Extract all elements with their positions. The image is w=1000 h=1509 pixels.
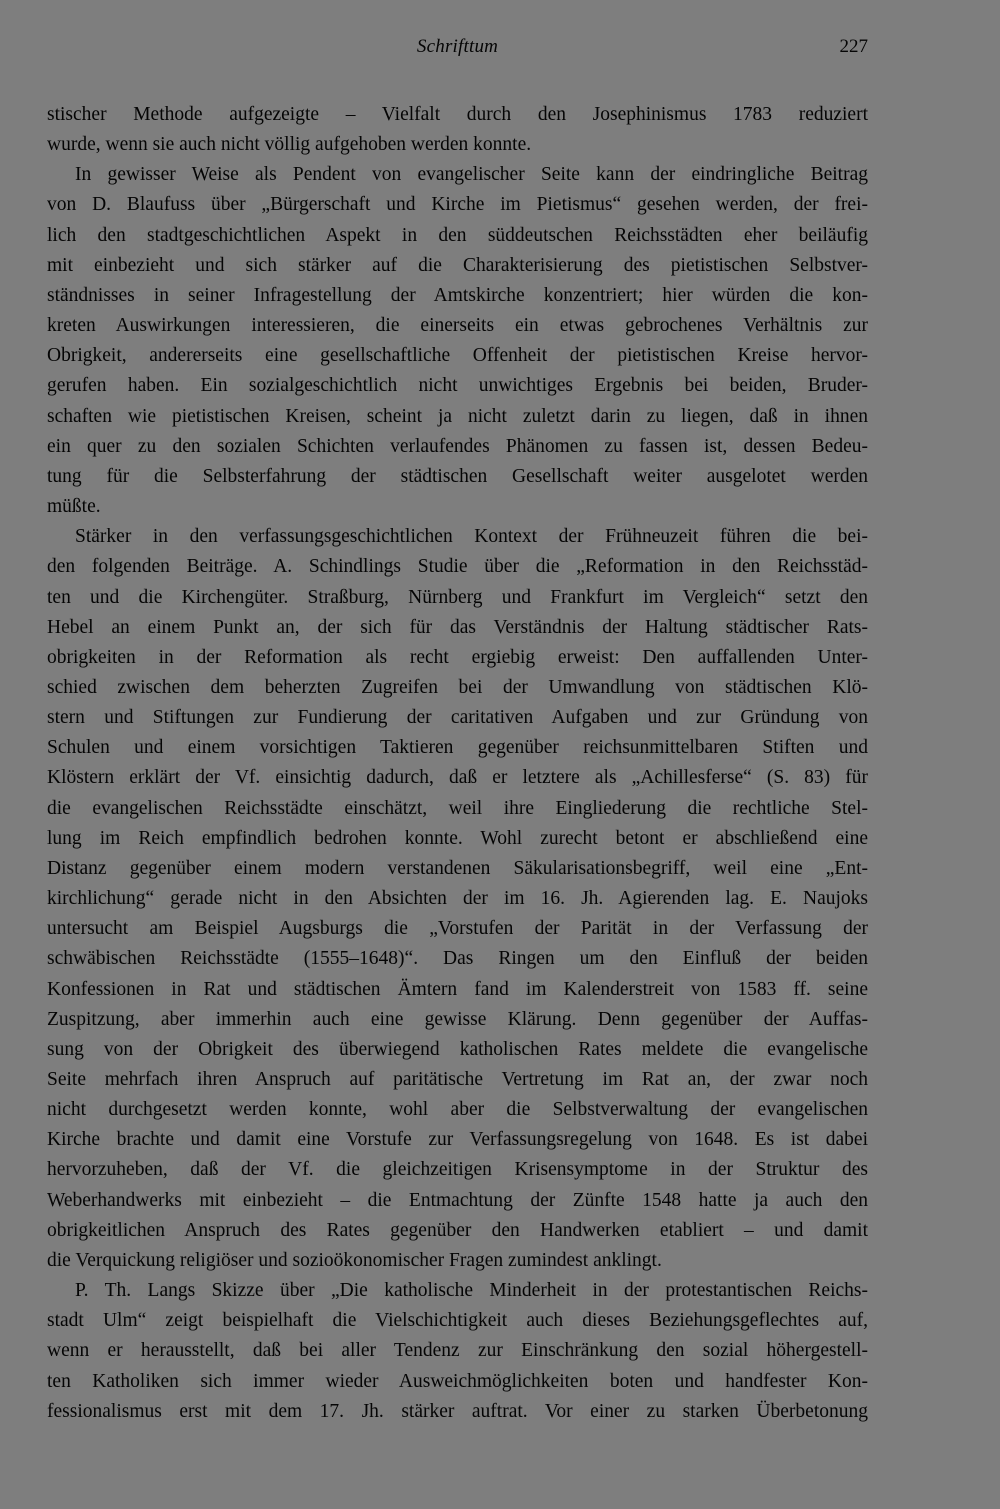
text-line: müßte. xyxy=(47,496,101,518)
text-line: die Verquickung religiöser und sozioökonomischer Fragen zumindest anklingt. xyxy=(47,1249,662,1271)
text-line: Weberhandwerks mit einbezieht – die Entmachtung der Zünfte 1548 hatte ja auch den xyxy=(47,1189,868,1211)
body-text xyxy=(47,100,868,1427)
text-line: ständnisses in seiner Infragestellung der Amtskirche konzentriert; hier würden die kon- xyxy=(47,284,868,306)
paragraph xyxy=(47,1276,868,1427)
text-line: obrigkeiten in der Reformation als recht ergiebig erweist: Den auffallenden Unter- xyxy=(47,646,868,668)
text-line: von D. Blaufuss über „Bürgerschaft und Kirche im Pietismus“ gesehen werden, der frei- xyxy=(47,194,868,216)
text-line: schied zwischen dem beherzten Zugreifen bei der Umwandlung von städtischen Klö- xyxy=(47,676,868,698)
text-line: wurde, wenn sie auch nicht völlig aufgehoben werden konnte. xyxy=(47,134,532,156)
text-line: kreten Auswirkungen interessieren, die einerseits ein etwas gebrochenes Verhältnis zur xyxy=(47,315,868,337)
text-line: ten und die Kirchengüter. Straßburg, Nürnberg und Frankfurt im Vergleich“ setzt den xyxy=(47,586,868,608)
page-number: 227 xyxy=(839,36,868,57)
text-line: Hebel an einem Punkt an, der sich für das Verständnis der Haltung städtischer Rats- xyxy=(47,616,868,638)
running-title: Schrifttum xyxy=(416,36,499,57)
text-line: den folgenden Beiträge. A. Schindlings Studie über die „Reformation in den Reichsstäd- xyxy=(47,556,868,578)
text-line: lung im Reich empfindlich bedrohen konnte. Wohl zurecht betont er abschließend eine xyxy=(47,827,868,849)
text-line: Konfessionen in Rat und städtischen Ämtern fand im Kalenderstreit von 1583 ff. seine xyxy=(47,978,868,1000)
running-head xyxy=(47,32,868,64)
paragraph xyxy=(47,160,868,522)
text-line: gerufen haben. Ein sozialgeschichtlich nicht unwichtiges Ergebnis bei beiden, Bruder- xyxy=(47,375,868,397)
text-line: stadt Ulm“ zeigt beispielhaft die Vielschichtigkeit auch dieses Beziehungsgeflechtes auf, xyxy=(47,1310,868,1332)
text-line: ten Katholiken sich immer wieder Ausweichmöglichkeiten boten und handfester Kon- xyxy=(47,1370,868,1392)
text-line: schaften wie pietistischen Kreisen, scheint ja nicht zuletzt darin zu liegen, daß in ihnen xyxy=(47,405,868,427)
text-line: Obrigkeit, andererseits eine gesellschaftliche Offenheit der pietistischen Kreise hervor- xyxy=(47,345,868,367)
text-line: hervorzuheben, daß der Vf. die gleichzeitigen Krisensymptome in der Struktur des xyxy=(47,1159,868,1181)
text-line: Klöstern erklärt der Vf. einsichtig dadurch, daß er letztere als „Achillesferse“ (S. 83) für xyxy=(47,767,868,789)
text-line: lich den stadtgeschichtlichen Aspekt in den süddeutschen Reichsstädten eher beiläufig xyxy=(47,224,868,246)
text-line: Distanz gegenüber einem modern verstandenen Säkularisationsbegriff, weil eine „Ent- xyxy=(47,857,868,879)
text-line: Schulen und einem vorsichtigen Taktieren gegenüber reichsunmittelbaren Stiften und xyxy=(47,737,868,759)
text-line: nicht durchgesetzt werden konnte, wohl aber die Selbstverwaltung der evangelischen xyxy=(47,1099,868,1121)
paragraph xyxy=(47,522,868,1276)
text-line: Seite mehrfach ihren Anspruch auf paritätische Vertretung im Rat an, der zwar noch xyxy=(47,1069,868,1090)
text-line: Kirche brachte und damit eine Vorstufe zur Verfassungsregelung von 1648. Es ist dabei xyxy=(47,1129,868,1151)
text-line: obrigkeitlichen Anspruch des Rates gegenüber den Handwerken etabliert – und damit xyxy=(47,1219,868,1241)
text-line: Zuspitzung, aber immerhin auch eine gewisse Klärung. Denn gegenüber der Auffas- xyxy=(47,1008,868,1030)
text-line: tung für die Selbsterfahrung der städtischen Gesellschaft weiter ausgelotet werden xyxy=(47,465,868,487)
text-line: Stärker in den verfassungsgeschichtlichen Kontext der Frühneuzeit führen die bei- xyxy=(75,526,868,548)
text-line: schwäbischen Reichsstädte (1555–1648)“. Das Ringen um den Einfluß der beiden xyxy=(47,948,868,970)
text-line: In gewisser Weise als Pendent von evangelischer Seite kann der eindringliche Beitrag xyxy=(75,164,868,186)
text-line: die evangelischen Reichsstädte einschätzt, weil ihre Eingliederung die rechtliche Stel- xyxy=(47,797,868,819)
text-line: ein quer zu den sozialen Schichten verlaufendes Phänomen zu fassen ist, dessen Bedeu- xyxy=(47,435,868,457)
text-line: P. Th. Langs Skizze über „Die katholische Minderheit in der protestantischen Reichs- xyxy=(75,1280,868,1302)
paragraph xyxy=(47,100,868,160)
text-line: stern und Stiftungen zur Fundierung der caritativen Aufgaben und zur Gründung von xyxy=(47,707,868,729)
text-line: stischer Methode aufgezeigte – Vielfalt durch den Josephinismus 1783 reduziert xyxy=(47,104,868,125)
text-line: wenn er herausstellt, daß bei aller Tendenz zur Einschränkung den sozial höhergestell- xyxy=(47,1340,868,1362)
text-line: mit einbezieht und sich stärker auf die Charakterisierung des pietistischen Selbstver- xyxy=(47,254,868,276)
text-line: fessionalismus erst mit dem 17. Jh. stärker auftrat. Vor einer zu starken Überbetonung xyxy=(47,1400,868,1422)
text-line: kirchlichung“ gerade nicht in den Absichten der im 16. Jh. Agierenden lag. E. Naujoks xyxy=(47,888,868,910)
text-line: untersucht am Beispiel Augsburgs die „Vorstufen der Parität in der Verfassung der xyxy=(47,918,868,940)
text-line: sung von der Obrigkeit des überwiegend katholischen Rates meldete die evangelische xyxy=(47,1038,868,1060)
